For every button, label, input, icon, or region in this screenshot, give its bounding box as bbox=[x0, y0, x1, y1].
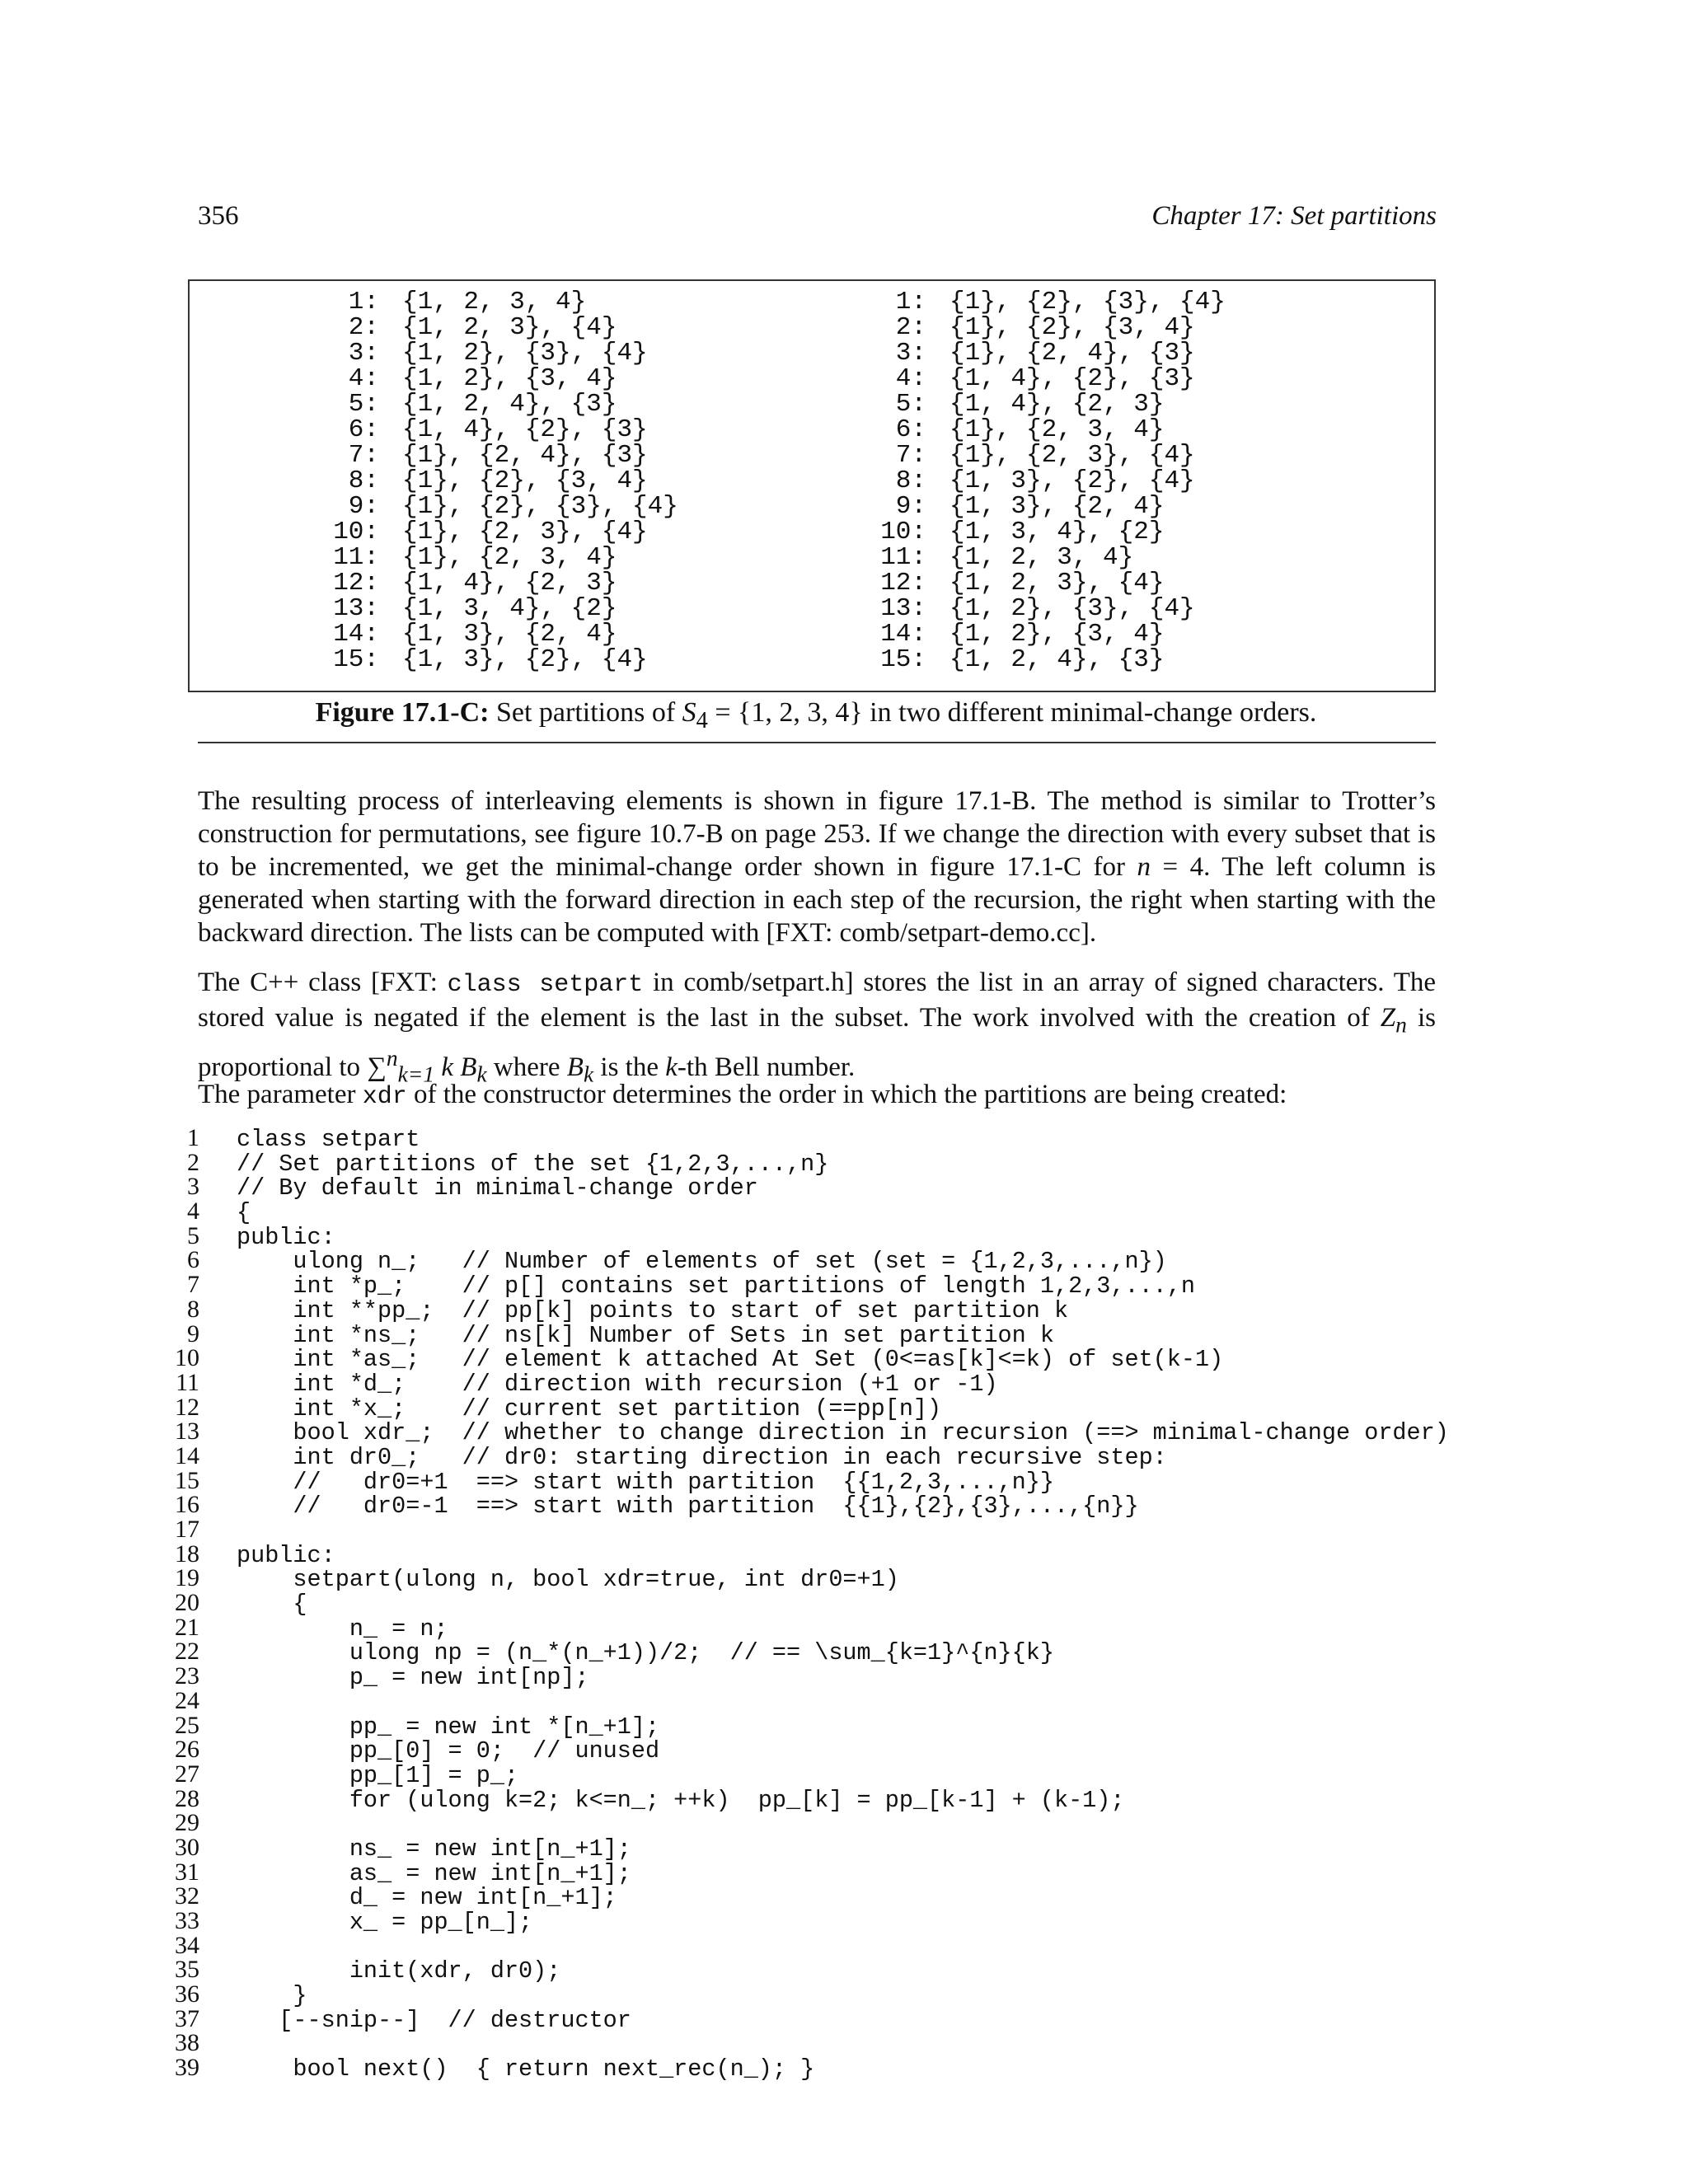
partition-index: 3: bbox=[895, 339, 926, 368]
partition-row-left bbox=[313, 315, 678, 340]
partition-row-right bbox=[860, 570, 1226, 596]
partition-text: {1, 2, 4}, {3} bbox=[950, 645, 1165, 674]
line-number: 34 bbox=[175, 1931, 199, 1959]
partition-row-right bbox=[860, 366, 1226, 391]
para2-text-c: is proportional to bbox=[198, 1003, 1436, 1082]
line-number: 18 bbox=[175, 1540, 199, 1568]
caption-rule bbox=[198, 742, 1436, 743]
caption-set-subscript: 4 bbox=[696, 707, 708, 733]
partition-index: 7: bbox=[895, 441, 926, 470]
partition-row-right bbox=[860, 443, 1226, 468]
partition-text: {1, 3}, {2}, {4} bbox=[402, 645, 648, 674]
line-code: int dr0_; // dr0: starting direction in each recursive step: bbox=[237, 1443, 1167, 1471]
partition-row-left bbox=[313, 621, 678, 647]
partition-text: {1, 3, 4}, {2} bbox=[402, 594, 617, 623]
para2-text-d: where bbox=[493, 1052, 560, 1082]
para2-b-sub: k bbox=[476, 1061, 487, 1087]
partition-index: 5: bbox=[895, 390, 926, 419]
sum-symbol: ∑ bbox=[367, 1052, 387, 1082]
partition-row-right bbox=[860, 494, 1226, 519]
para2-text-f: -th Bell number. bbox=[677, 1052, 856, 1082]
caption-text-end: = {1, 2, 3, 4} in two different minimal-change orders. bbox=[715, 697, 1317, 728]
partition-row-right bbox=[860, 468, 1226, 494]
caption-label: Figure 17.1-C: bbox=[315, 697, 490, 728]
para1-var-n: n bbox=[1137, 852, 1151, 882]
para1-text-a: The resulting process of interleaving elements is shown in figure 17.1-B. The method is similar to Trotter’s construction for permutations, see figure 10.7-B on page 253. If we change the direction with every subset that is to be incremented, we get the minimal-change order shown in figure 17.1-C for bbox=[198, 786, 1436, 882]
line-number: 16 bbox=[175, 1491, 199, 1519]
partition-row-left bbox=[313, 468, 678, 494]
partition-text: {1}, {2, 3}, {4} bbox=[950, 441, 1195, 470]
line-code: public: bbox=[237, 1541, 335, 1569]
line-number: 17 bbox=[175, 1516, 199, 1543]
para3-code: xdr bbox=[362, 1083, 407, 1111]
partition-index: 12: bbox=[333, 569, 379, 598]
sum-upper: n bbox=[386, 1044, 398, 1071]
partition-row-left bbox=[313, 596, 678, 621]
partition-text: {1, 2, 3, 4} bbox=[950, 543, 1134, 572]
partition-index: 13: bbox=[333, 594, 379, 623]
line-code: p_ = new int[np]; bbox=[237, 1664, 589, 1692]
line-number: 26 bbox=[175, 1736, 199, 1764]
line-number: 3 bbox=[187, 1173, 199, 1201]
partition-row-right bbox=[860, 315, 1226, 340]
sum-lower: k=1 bbox=[397, 1061, 435, 1087]
line-code: int **pp_; // pp[k] points to start of set partition k bbox=[237, 1296, 1069, 1324]
partition-row-left bbox=[313, 417, 678, 443]
code-line bbox=[165, 1246, 1449, 1276]
line-code: for (ulong k=2; k<=n_; ++k) pp_[k] = pp_[k-1] + (k-1); bbox=[237, 1786, 1125, 1814]
partition-text: {1}, {2}, {3, 4} bbox=[402, 466, 648, 495]
line-number: 37 bbox=[175, 2004, 199, 2032]
partition-row-left bbox=[313, 647, 678, 673]
partition-text: {1, 4}, {2}, {3} bbox=[950, 364, 1195, 393]
code-line bbox=[165, 2054, 1449, 2083]
partition-index: 12: bbox=[880, 569, 926, 598]
line-number: 24 bbox=[175, 1686, 199, 1714]
line-number: 38 bbox=[175, 2029, 199, 2057]
partition-index: 14: bbox=[880, 620, 926, 649]
para1-text-b: = 4. The left column is generated when starting with the forward direction in each step of the recursion, the right when starting with the backward direction. The lists can be computed with [FXT: comb/setpart-demo.cc]. bbox=[198, 852, 1437, 948]
partition-text: {1}, {2}, {3}, {4} bbox=[950, 288, 1226, 316]
paragraph-class-setpart bbox=[198, 966, 1436, 1090]
code-line bbox=[165, 1297, 1449, 1322]
partition-row-right bbox=[860, 417, 1226, 443]
partition-list-right bbox=[860, 289, 1226, 673]
para2-b-symbol-2: B bbox=[566, 1052, 584, 1082]
partition-index: 4: bbox=[348, 364, 379, 393]
line-code: int *ns_; // ns[k] Number of Sets in set partition k bbox=[237, 1321, 1054, 1349]
partition-text: {1}, {2, 3}, {4} bbox=[402, 518, 648, 546]
code-line bbox=[165, 1980, 1449, 2010]
code-line bbox=[165, 1956, 1449, 1985]
code-line bbox=[165, 1638, 1449, 1667]
code-line bbox=[165, 1466, 1449, 1496]
partition-row-right bbox=[860, 596, 1226, 621]
code-line bbox=[165, 1907, 1449, 1936]
line-number: 15 bbox=[175, 1466, 199, 1494]
chapter-title: Chapter 17: Set partitions bbox=[1151, 201, 1437, 231]
partition-row-right bbox=[860, 647, 1226, 673]
partition-text: {1, 2, 3, 4} bbox=[402, 288, 587, 316]
line-code: n_ = n; bbox=[237, 1615, 448, 1643]
partition-index: 11: bbox=[880, 543, 926, 572]
partition-index: 10: bbox=[333, 518, 379, 546]
partition-index: 2: bbox=[895, 313, 926, 342]
code-line bbox=[165, 1368, 1449, 1398]
code-line bbox=[165, 1271, 1449, 1301]
code-line bbox=[165, 1589, 1449, 1619]
line-number: 1 bbox=[187, 1124, 199, 1151]
line-number: 36 bbox=[175, 1980, 199, 2008]
code-line bbox=[165, 1736, 1449, 1765]
partition-row-left bbox=[313, 443, 678, 468]
code-line bbox=[165, 2004, 1449, 2034]
line-code: bool xdr_; // whether to change direction in recursion (==> minimal-change order) bbox=[237, 1419, 1449, 1447]
line-number: 20 bbox=[175, 1589, 199, 1617]
partition-row-left bbox=[313, 366, 678, 391]
code-line bbox=[165, 1762, 1449, 1787]
code-line bbox=[165, 1441, 1449, 1471]
line-number: 2 bbox=[187, 1148, 199, 1176]
line-code: x_ = pp_[n_]; bbox=[237, 1909, 533, 1936]
partition-row-right bbox=[860, 621, 1226, 647]
partition-text: {1}, {2, 3, 4} bbox=[402, 543, 617, 572]
line-number: 23 bbox=[175, 1662, 199, 1690]
line-number: 7 bbox=[187, 1271, 199, 1299]
partition-index: 1: bbox=[348, 288, 379, 316]
partition-text: {1, 4}, {2}, {3} bbox=[402, 415, 648, 444]
para2-k-var: k bbox=[441, 1052, 454, 1082]
partition-index: 11: bbox=[333, 543, 379, 572]
line-code: { bbox=[237, 1591, 307, 1619]
para3-text-a: The parameter bbox=[198, 1080, 356, 1109]
page-header bbox=[198, 201, 1437, 242]
code-line bbox=[165, 1418, 1449, 1447]
line-number: 21 bbox=[175, 1613, 199, 1641]
code-listing bbox=[165, 1124, 1449, 2083]
partition-index: 13: bbox=[880, 594, 926, 623]
line-code: int *x_; // current set partition (==pp[n]) bbox=[237, 1394, 942, 1422]
code-line bbox=[165, 1517, 1449, 1542]
page-number: 356 bbox=[198, 201, 239, 231]
line-number: 9 bbox=[187, 1319, 199, 1347]
line-number: 33 bbox=[175, 1907, 199, 1934]
line-number: 30 bbox=[175, 1833, 199, 1861]
code-line bbox=[165, 1882, 1449, 1912]
partition-text: {1, 2, 3}, {4} bbox=[402, 313, 617, 342]
para2-b-sub-2: k bbox=[583, 1061, 594, 1087]
partition-text: {1, 3}, {2, 4} bbox=[402, 620, 617, 649]
partition-index: 7: bbox=[348, 441, 379, 470]
para2-text-b: in comb/setpart.h] stores the list in an array of signed characters. The stored value is negated if the element is the last in the subset. The work involved with the creation of bbox=[198, 968, 1436, 1033]
code-line bbox=[165, 1319, 1449, 1349]
line-number: 27 bbox=[175, 1760, 199, 1788]
line-code: // dr0=-1 ==> start with partition {{1},{2},{3},...,{n}} bbox=[237, 1493, 1139, 1521]
partition-text: {1, 4}, {2, 3} bbox=[402, 569, 617, 598]
line-code: } bbox=[237, 1982, 307, 2010]
figure-caption bbox=[198, 697, 1434, 734]
partition-index: 1: bbox=[895, 288, 926, 316]
line-code: init(xdr, dr0); bbox=[237, 1957, 561, 1985]
line-code: ulong n_; // Number of elements of set (set = {1,2,3,...,n}) bbox=[237, 1248, 1167, 1276]
partition-text: {1, 2, 3}, {4} bbox=[950, 569, 1165, 598]
line-number: 19 bbox=[175, 1564, 199, 1592]
code-line bbox=[165, 1711, 1449, 1741]
code-line bbox=[165, 1613, 1449, 1643]
partition-row-right bbox=[860, 391, 1226, 417]
partition-row-right bbox=[860, 519, 1226, 545]
code-line bbox=[165, 1686, 1449, 1714]
partition-index: 9: bbox=[348, 492, 379, 521]
partition-row-right bbox=[860, 340, 1226, 366]
partition-index: 6: bbox=[348, 415, 379, 444]
line-number: 12 bbox=[175, 1393, 199, 1421]
partition-index: 14: bbox=[333, 620, 379, 649]
line-number: 28 bbox=[175, 1784, 199, 1812]
code-line bbox=[165, 1221, 1449, 1251]
partition-text: {1}, {2, 4}, {3} bbox=[950, 339, 1195, 368]
partition-index: 4: bbox=[895, 364, 926, 393]
code-line bbox=[165, 1833, 1449, 1863]
code-line bbox=[165, 1126, 1449, 1151]
para2-b-symbol: B bbox=[460, 1052, 477, 1082]
partition-text: {1}, {2}, {3, 4} bbox=[950, 313, 1195, 342]
line-number: 6 bbox=[187, 1246, 199, 1274]
partition-index: 15: bbox=[880, 645, 926, 674]
partition-row-left bbox=[313, 340, 678, 366]
code-line bbox=[165, 1491, 1449, 1521]
line-number: 10 bbox=[175, 1344, 199, 1372]
partition-text: {1}, {2, 4}, {3} bbox=[402, 441, 648, 470]
code-line bbox=[165, 1148, 1449, 1178]
caption-text: Set partitions of bbox=[495, 697, 676, 728]
partition-index: 8: bbox=[348, 466, 379, 495]
partition-row-left bbox=[313, 545, 678, 570]
line-code: // Set partitions of the set {1,2,3,...,n} bbox=[237, 1150, 829, 1178]
line-number: 5 bbox=[187, 1221, 199, 1249]
line-code: class setpart bbox=[237, 1126, 420, 1153]
line-code: ulong np = (n_*(n_+1))/2; // == \sum_{k=1}^{n}{k} bbox=[237, 1639, 1054, 1667]
line-number: 25 bbox=[175, 1711, 199, 1739]
line-code: d_ = new int[n_+1]; bbox=[237, 1884, 617, 1912]
line-code: pp_[1] = p_; bbox=[237, 1761, 519, 1789]
line-number: 35 bbox=[175, 1956, 199, 1984]
line-number: 14 bbox=[175, 1441, 199, 1469]
line-code: public: bbox=[237, 1223, 335, 1251]
partition-index: 9: bbox=[895, 492, 926, 521]
partition-text: {1, 2}, {3, 4} bbox=[950, 620, 1165, 649]
partition-index: 2: bbox=[348, 313, 379, 342]
code-line bbox=[165, 2031, 1449, 2055]
partition-row-left bbox=[313, 494, 678, 519]
line-number: 22 bbox=[175, 1638, 199, 1666]
code-line bbox=[165, 1542, 1449, 1567]
code-line bbox=[165, 1197, 1449, 1227]
code-line bbox=[165, 1564, 1449, 1594]
partition-index: 6: bbox=[895, 415, 926, 444]
line-code: [--snip--] // destructor bbox=[237, 2006, 631, 2034]
line-code: int *d_; // direction with recursion (+1 or -1) bbox=[237, 1370, 998, 1398]
partition-row-left bbox=[313, 391, 678, 417]
partition-text: {1, 3, 4}, {2} bbox=[950, 518, 1165, 546]
code-line bbox=[165, 1662, 1449, 1692]
partition-list-left bbox=[313, 289, 678, 673]
para2-k-var-2: k bbox=[665, 1052, 678, 1082]
partition-index: 8: bbox=[895, 466, 926, 495]
code-line bbox=[165, 1344, 1449, 1374]
partition-text: {1, 2}, {3}, {4} bbox=[402, 339, 648, 368]
line-code: ns_ = new int[n_+1]; bbox=[237, 1835, 631, 1863]
code-line bbox=[165, 1860, 1449, 1885]
para2-text-a: The C++ class [FXT: bbox=[198, 968, 438, 997]
line-code: int *p_; // p[] contains set partitions of length 1,2,3,...,n bbox=[237, 1272, 1195, 1301]
paragraph-xdr bbox=[198, 1078, 1436, 1113]
partition-index: 5: bbox=[348, 390, 379, 419]
para3-text-b: of the constructor determines the order in which the partitions are being created: bbox=[413, 1080, 1287, 1109]
line-code: // dr0=+1 ==> start with partition {{1,2,3,...,n}} bbox=[237, 1468, 1054, 1496]
code-line bbox=[165, 1933, 1449, 1958]
line-number: 29 bbox=[175, 1809, 199, 1837]
figure-box bbox=[188, 279, 1436, 692]
partition-row-left bbox=[313, 570, 678, 596]
partition-row-left bbox=[313, 519, 678, 545]
partition-text: {1, 3}, {2}, {4} bbox=[950, 466, 1195, 495]
partition-index: 3: bbox=[348, 339, 379, 368]
line-number: 13 bbox=[175, 1418, 199, 1446]
line-number: 32 bbox=[175, 1882, 199, 1910]
partition-index: 10: bbox=[880, 518, 926, 546]
para2-code: class setpart bbox=[447, 971, 644, 999]
partition-text: {1, 3}, {2, 4} bbox=[950, 492, 1165, 521]
code-line bbox=[165, 1395, 1449, 1420]
line-code: pp_[0] = 0; // unused bbox=[237, 1737, 660, 1765]
para2-z-sub: n bbox=[1395, 1011, 1407, 1038]
caption-set-symbol: S bbox=[682, 697, 696, 728]
line-code: bool next() { return next_rec(n_); } bbox=[237, 2055, 815, 2083]
partition-index: 15: bbox=[333, 645, 379, 674]
partition-text: {1}, {2, 3, 4} bbox=[950, 415, 1165, 444]
line-number: 31 bbox=[175, 1858, 199, 1886]
line-number: 11 bbox=[176, 1368, 199, 1396]
line-code: int *as_; // element k attached At Set (0<=as[k]<=k) of set(k-1) bbox=[237, 1346, 1224, 1374]
code-line bbox=[165, 1173, 1449, 1202]
paragraph-interleaving bbox=[198, 785, 1436, 949]
line-code: pp_ = new int *[n_+1]; bbox=[237, 1713, 660, 1741]
line-code: { bbox=[237, 1199, 251, 1227]
partition-row-right bbox=[860, 289, 1226, 315]
line-code: as_ = new int[n_+1]; bbox=[237, 1859, 631, 1887]
partition-row-right bbox=[860, 545, 1226, 570]
line-code: setpart(ulong n, bool xdr=true, int dr0=+1) bbox=[237, 1566, 899, 1594]
partition-text: {1, 4}, {2, 3} bbox=[950, 390, 1165, 419]
partition-text: {1, 2}, {3}, {4} bbox=[950, 594, 1195, 623]
para2-z-symbol: Z bbox=[1380, 1003, 1396, 1033]
line-number: 4 bbox=[187, 1197, 199, 1226]
line-number: 8 bbox=[187, 1295, 199, 1323]
line-number: 39 bbox=[175, 2054, 199, 2082]
code-line bbox=[165, 1784, 1449, 1814]
partition-text: {1, 2}, {3, 4} bbox=[402, 364, 617, 393]
para2-text-e: is the bbox=[600, 1052, 659, 1082]
partition-text: {1, 2, 4}, {3} bbox=[402, 390, 617, 419]
code-line bbox=[165, 1811, 1449, 1835]
partition-row-left bbox=[313, 289, 678, 315]
partition-text: {1}, {2}, {3}, {4} bbox=[402, 492, 678, 521]
line-code: // By default in minimal-change order bbox=[237, 1174, 758, 1202]
